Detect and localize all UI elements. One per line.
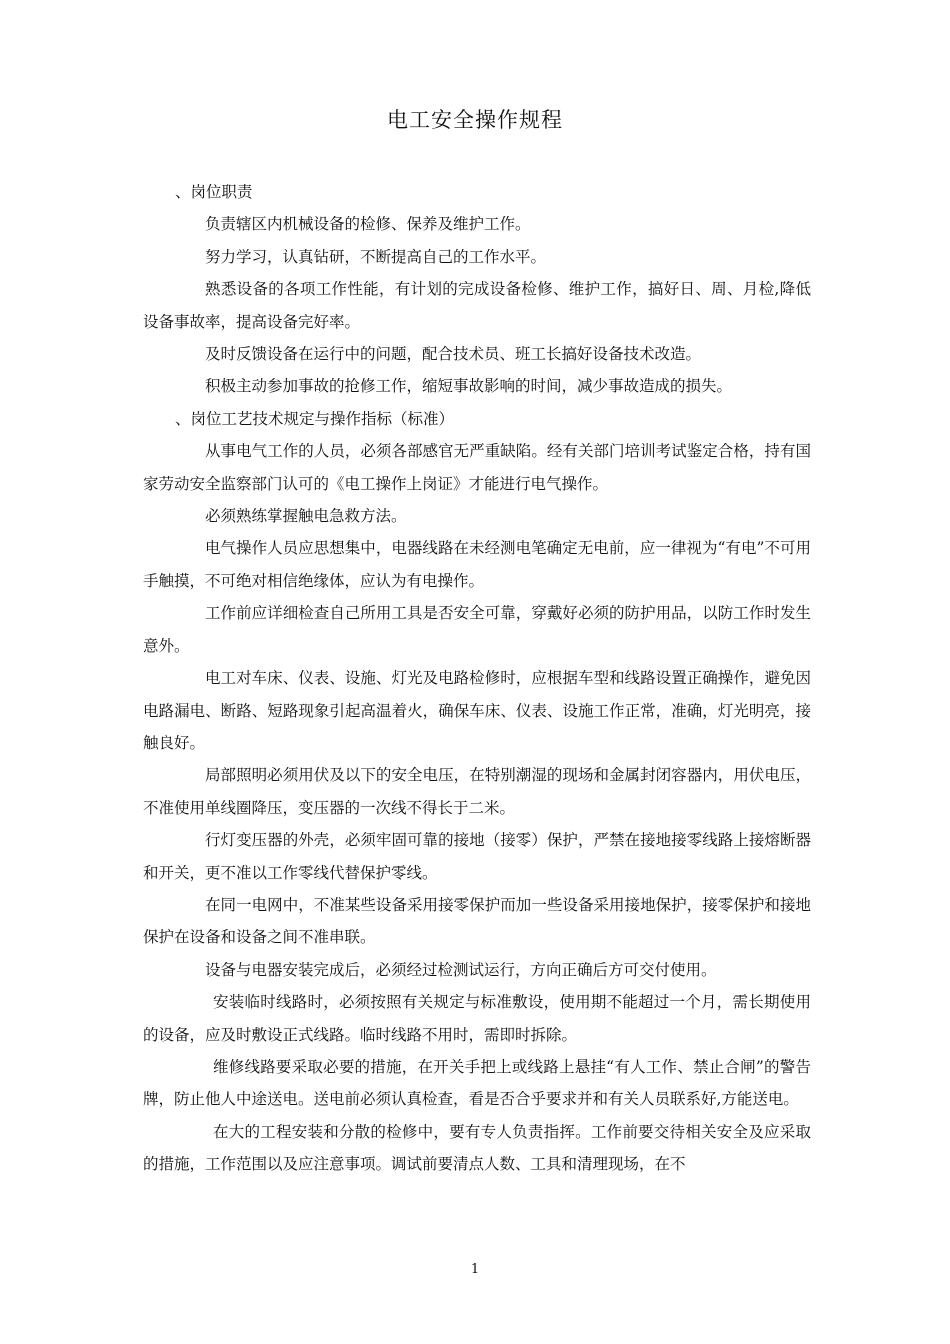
paragraph: 必须熟练掌握触电急救方法。 xyxy=(205,507,407,526)
paragraph: 电工对车床、仪表、设施、灯光及电路检修时，应根据车型和线路设置正确操作，避免因电路漏电、断路、短路现象引起高温着火，确保车床、仪表、设施工作正常，准确，灯光明亮，接触良好。 xyxy=(143,669,811,752)
paragraph: 设备与电器安装完成后，必须经过检测试运行，方向正确后方可交付使用。 xyxy=(205,960,717,979)
page-title: 电工安全操作规程 xyxy=(387,108,563,132)
paragraph: 从事电气工作的人员，必须各部感官无严重缺陷。经有关部门培训考试鉴定合格，持有国家劳动安全监察部门认可的《电工操作上岗证》才能进行电气操作。 xyxy=(143,442,811,493)
paragraph: 维修线路要采取必要的措施，在开关手把上或线路上悬挂“有人工作、禁止合闸”的警告牌，防止他人中途送电。送电前必须认真检查，看是否合乎要求并和有关人员联系好,方能送电。 xyxy=(143,1057,811,1109)
page-number: 1 xyxy=(470,1262,480,1277)
document-body xyxy=(143,176,811,1181)
paragraph: 局部照明必须用伏及以下的安全电压，在特别潮湿的现场和金属封闭容器内，用伏电压，不准使用单线圈降压，变压器的一次线不得长于二米。 xyxy=(143,766,811,817)
paragraph: 熟悉设备的各项工作性能，有计划的完成设备检修、维护工作，搞好日、周、月检,降低设备事故率，提高设备完好率。 xyxy=(143,280,811,331)
paragraph: 电气操作人员应思想集中，电器线路在未经测电笔确定无电前，应一律视为“有电”不可用手触摸，不可绝对相信绝缘体，应认为有电操作。 xyxy=(143,539,811,590)
paragraph: 在大的工程安装和分散的检修中，要有专人负责指挥。工作前要交待相关安全及应采取的措施，工作范围以及应注意事项。调试前要清点人数、工具和清理现场，在不 xyxy=(143,1122,811,1174)
paragraph: 及时反馈设备在运行中的问题，配合技术员、班工长搞好设备技术改造。 xyxy=(205,345,702,364)
paragraph: 安装临时线路时，必须按照有关规定与标准敷设，使用期不能超过一个月，需长期使用的设备，应及时敷设正式线路。临时线路不用时，需即时拆除。 xyxy=(143,993,811,1044)
paragraph: 行灯变压器的外壳，必须牢固可靠的接地（接零）保护，严禁在接地接零线路上接熔断器和开关，更不准以工作零线代替保护零线。 xyxy=(143,831,811,882)
paragraph: 努力学习，认真钻研，不断提高自己的工作水平。 xyxy=(205,247,547,266)
paragraph: 在同一电网中，不准某些设备采用接零保护而加一些设备采用接地保护，接零保护和接地保护在设备和设备之间不准串联。 xyxy=(143,895,811,947)
paragraph: 负责辖区内机械设备的检修、保养及维护工作。 xyxy=(205,215,531,234)
paragraph: 工作前应详细检查自己所用工具是否安全可靠，穿戴好必须的防护用品，以防工作时发生意外。 xyxy=(143,604,811,655)
section-heading-standards: 、岗位工艺技术规定与操作指标（标准） xyxy=(175,409,455,428)
paragraph: 积极主动参加事故的抢修工作，缩短事故影响的时间，减少事故造成的损失。 xyxy=(205,377,733,396)
section-heading-duties: 、岗位职责 xyxy=(175,183,253,201)
